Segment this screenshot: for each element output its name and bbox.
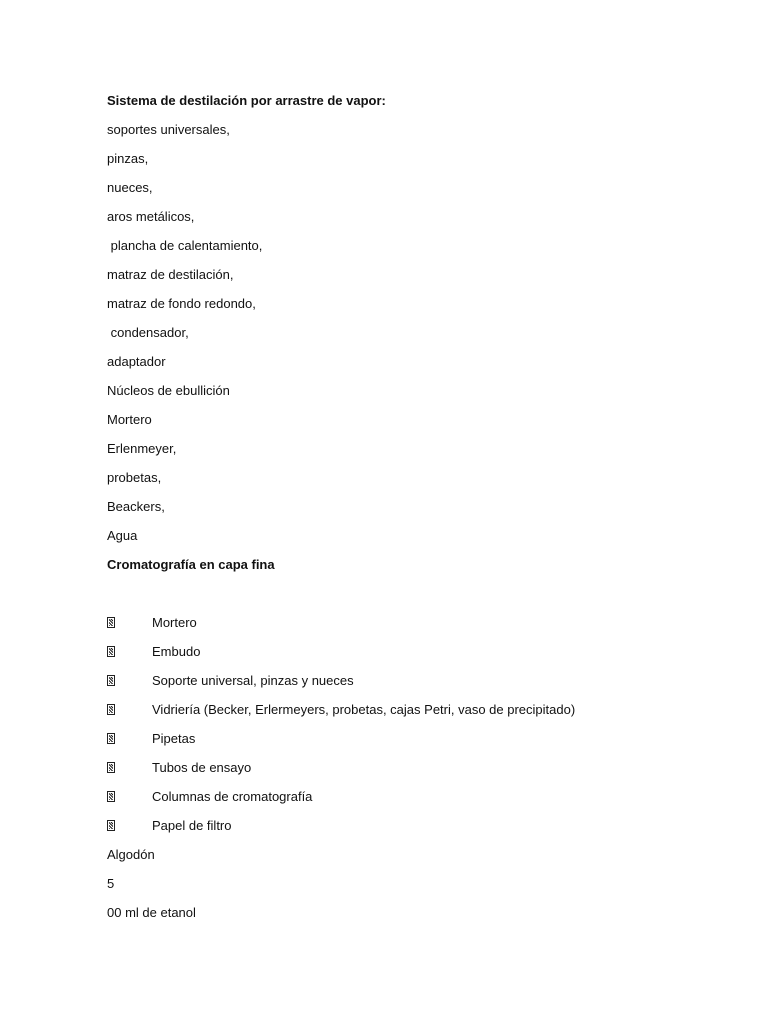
- bullet-list-item: [107, 784, 727, 813]
- list-item: matraz de destilación,: [107, 267, 234, 282]
- list-item: 5: [107, 876, 115, 891]
- list-item: Beackers,: [107, 499, 165, 514]
- list-item: Núcleos de ebullición: [107, 383, 230, 398]
- blank-line: [107, 581, 727, 610]
- bullet-list-item: [107, 639, 727, 668]
- list-item: adaptador: [107, 354, 166, 369]
- bullet-item-text: Mortero: [152, 615, 197, 630]
- list-item: probetas,: [107, 470, 162, 485]
- bullet-item-text: Pipetas: [152, 731, 196, 746]
- list-item: aros metálicos,: [107, 209, 195, 224]
- list-item: condensador,: [107, 325, 189, 340]
- list-item: Mortero: [107, 412, 152, 427]
- bullet-item-text: Embudo: [152, 644, 201, 659]
- bullet-item-text: Soporte universal, pinzas y nueces: [152, 673, 354, 688]
- list-item: 00 ml de etanol: [107, 905, 196, 920]
- missing-glyph-bullet-icon: [107, 820, 115, 831]
- bullet-list-item: [107, 610, 727, 639]
- bullet-list-item: [107, 697, 727, 726]
- bullet-item-text: Vidriería (Becker, Erlermeyers, probetas, cajas Petri, vaso de precipitado): [152, 702, 576, 717]
- bullet-list-item: [107, 726, 727, 755]
- missing-glyph-bullet-icon: [107, 675, 115, 686]
- list-item: nueces,: [107, 180, 153, 195]
- missing-glyph-bullet-icon: [107, 762, 115, 773]
- bullet-list-item: [107, 755, 727, 784]
- list-item: Erlenmeyer,: [107, 441, 177, 456]
- bullet-item-text: Tubos de ensayo: [152, 760, 252, 775]
- missing-glyph-bullet-icon: [107, 646, 115, 657]
- bullet-item-text: Papel de filtro: [152, 818, 232, 833]
- document-content: [107, 88, 727, 929]
- list-item: pinzas,: [107, 151, 149, 166]
- bullet-list-item: [107, 668, 727, 697]
- list-item: plancha de calentamiento,: [107, 238, 263, 253]
- list-item: Agua: [107, 528, 138, 543]
- bullet-list-item: [107, 813, 727, 842]
- missing-glyph-bullet-icon: [107, 704, 115, 715]
- bullet-item-text: Columnas de cromatografía: [152, 789, 313, 804]
- list-item: soportes universales,: [107, 122, 230, 137]
- missing-glyph-bullet-icon: [107, 733, 115, 744]
- missing-glyph-bullet-icon: [107, 617, 115, 628]
- section-heading-thin-layer-chromatography: Cromatografía en capa fina: [107, 557, 275, 572]
- missing-glyph-bullet-icon: [107, 791, 115, 802]
- list-item: matraz de fondo redondo,: [107, 296, 256, 311]
- list-item: Algodón: [107, 847, 155, 862]
- section-heading-steam-distillation: Sistema de destilación por arrastre de vapor:: [107, 93, 386, 108]
